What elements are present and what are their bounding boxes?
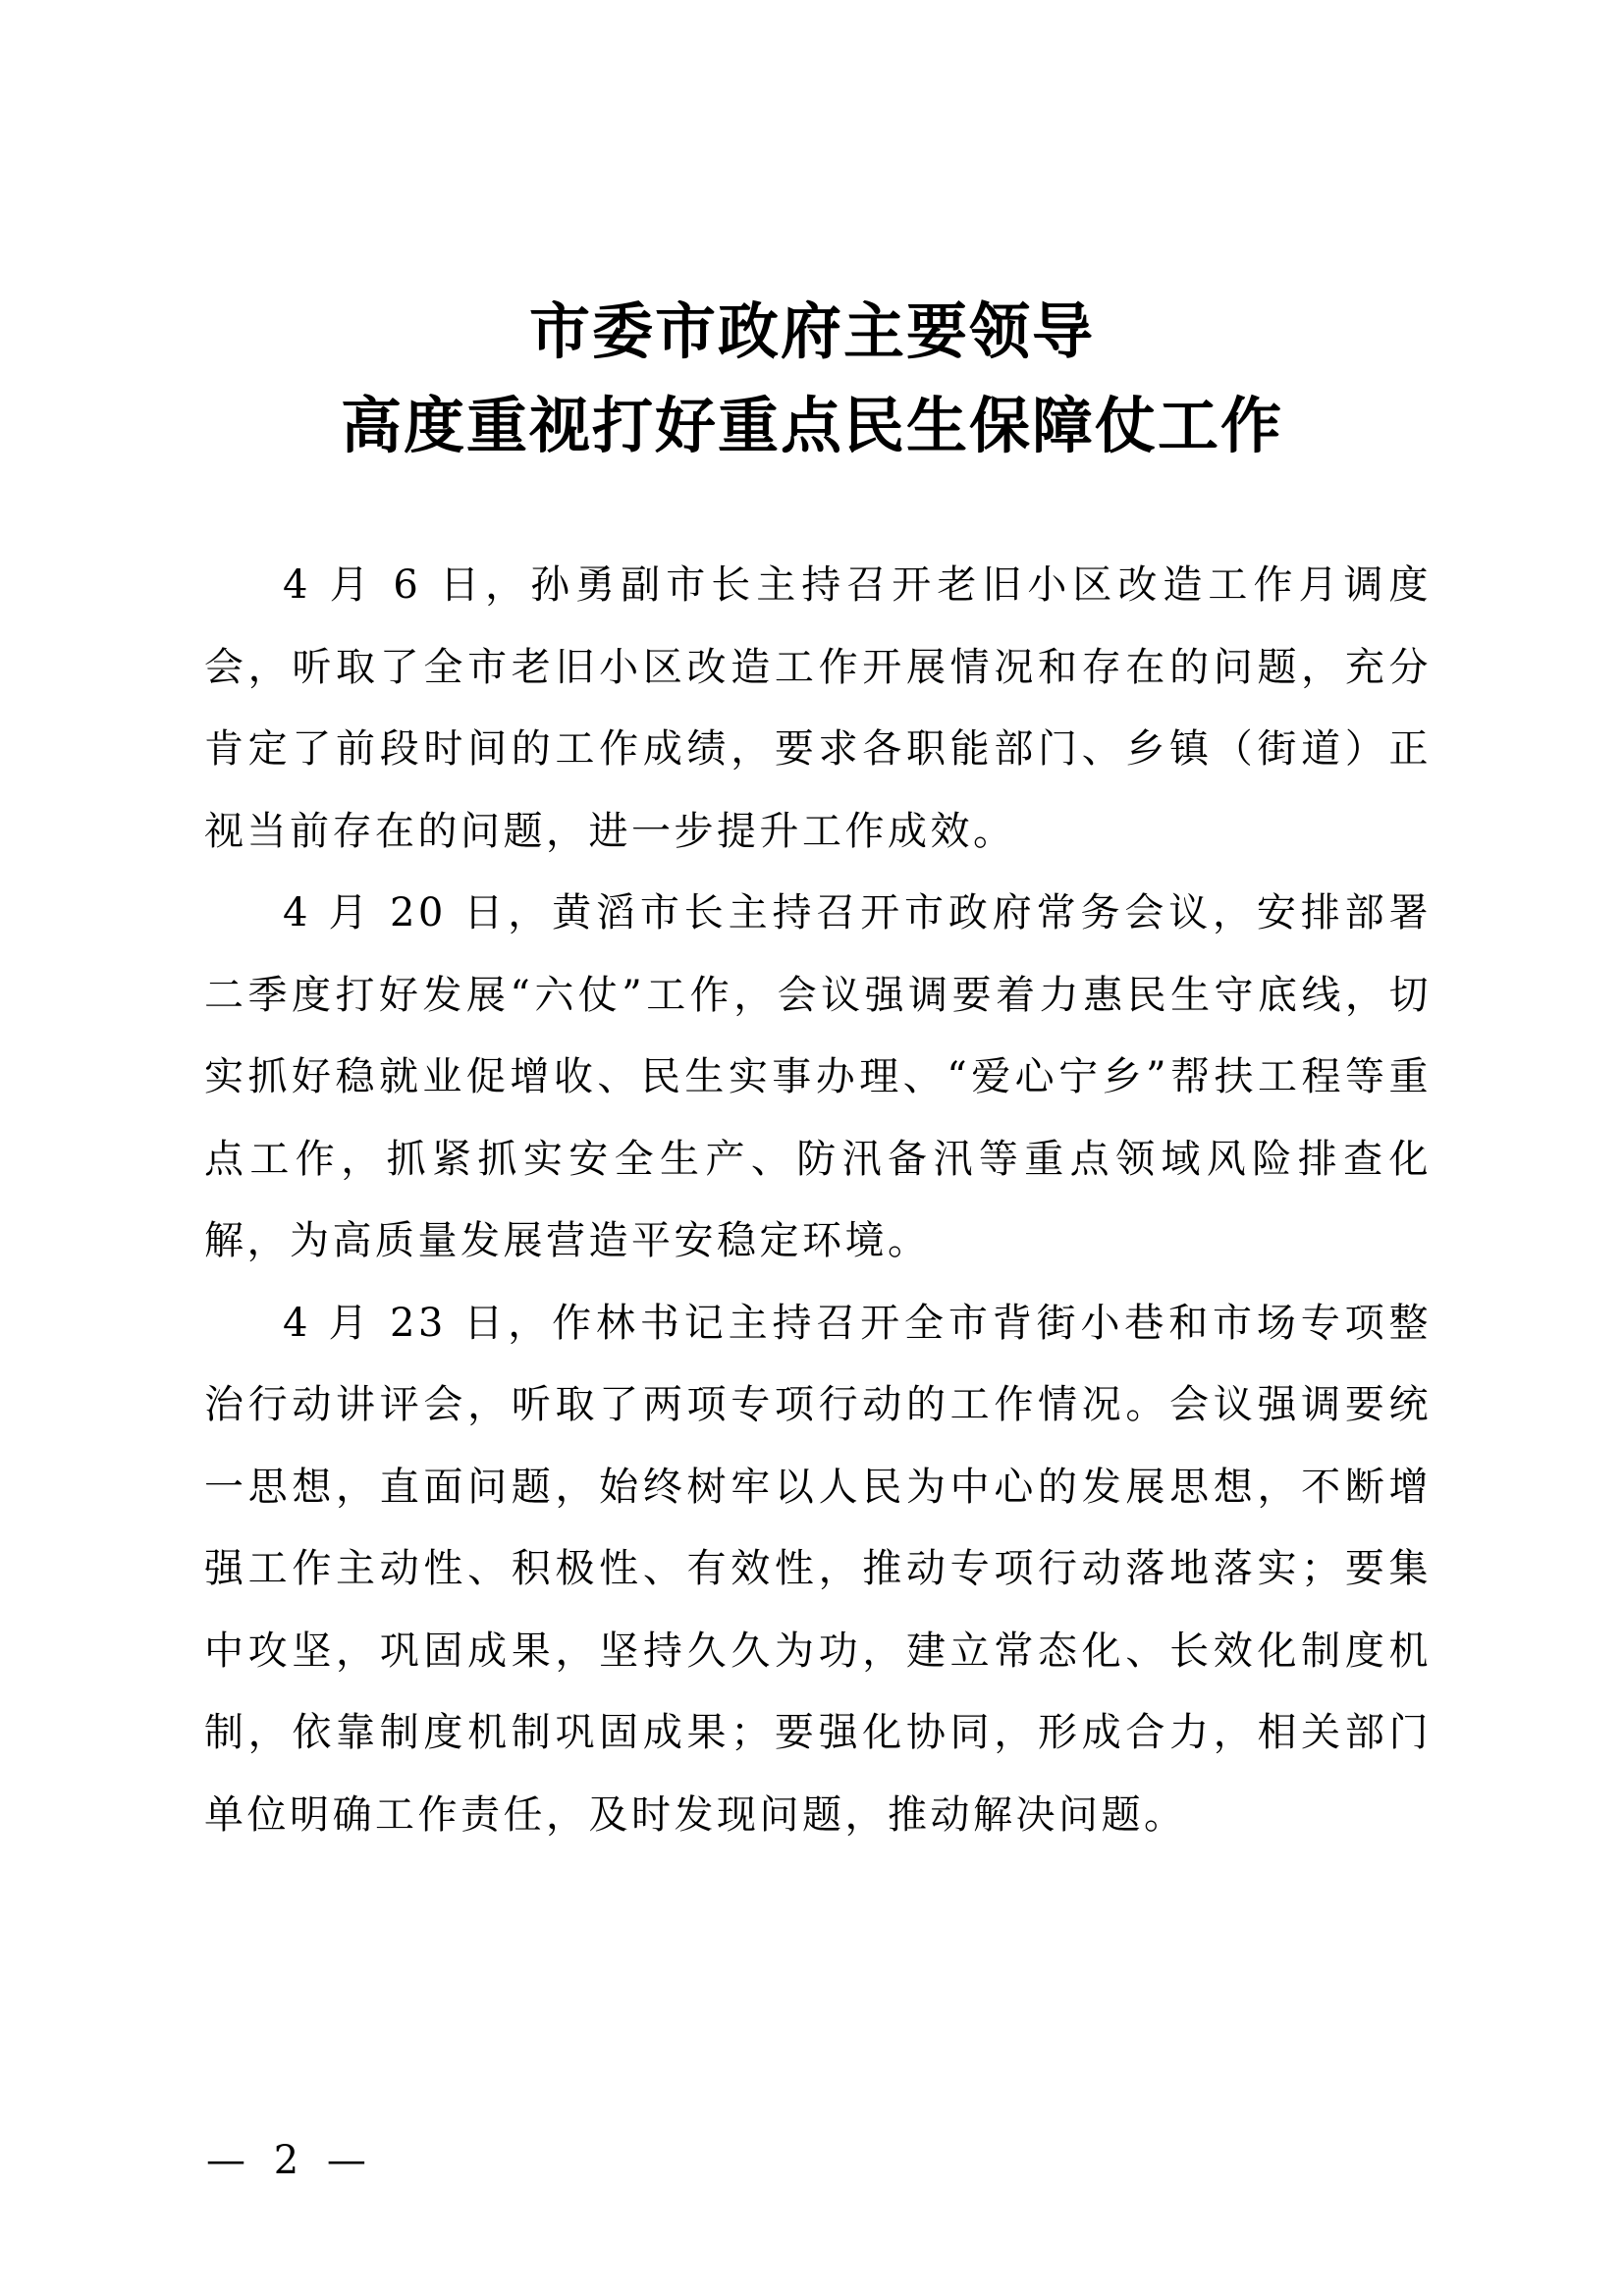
paragraph-2: 4 月 20 日，黄滔市长主持召开市政府常务会议，安排部署二季度打好发展“六仗”工作，会议强调要着力惠民生守底线，切实抓好稳就业促增收、民生实事办理、“爱心宁乡”帮扶工程等重点工作，抓紧抓实安全生产、防汛备汛等重点领域风险排查化解，为高质量发展营造平安稳定环境。 bbox=[204, 890, 1432, 1263]
page-number: — 2 — bbox=[206, 2138, 374, 2183]
document-body bbox=[204, 545, 1432, 1856]
title-line-2: 高度重视打好重点民生保障仗工作 bbox=[340, 390, 1283, 461]
document-title bbox=[0, 285, 1624, 473]
paragraph-3: 4 月 23 日，作林书记主持召开全市背街小巷和市场专项整治行动讲评会，听取了两项专项行动的工作情况。会议强调要统一思想，直面问题，始终树牢以人民为中心的发展思想，不断增强工作主动性、积极性、有效性，推动专项行动落地落实；要集中攻坚，巩固成果，坚持久久为功，建立常态化、长效化制度机制，依靠制度机制巩固成果；要强化协同，形成合力，相关部门单位明确工作责任，及时发现问题，推动解决问题。 bbox=[204, 1300, 1432, 1838]
title-line-1: 市委市政府主要领导 bbox=[528, 295, 1095, 367]
paragraph-1: 4 月 6 日，孙勇副市长主持召开老旧小区改造工作月调度会，听取了全市老旧小区改造工作开展情况和存在的问题，充分肯定了前段时间的工作成绩，要求各职能部门、乡镇（街道）正视当前存在的问题，进一步提升工作成效。 bbox=[204, 562, 1432, 854]
